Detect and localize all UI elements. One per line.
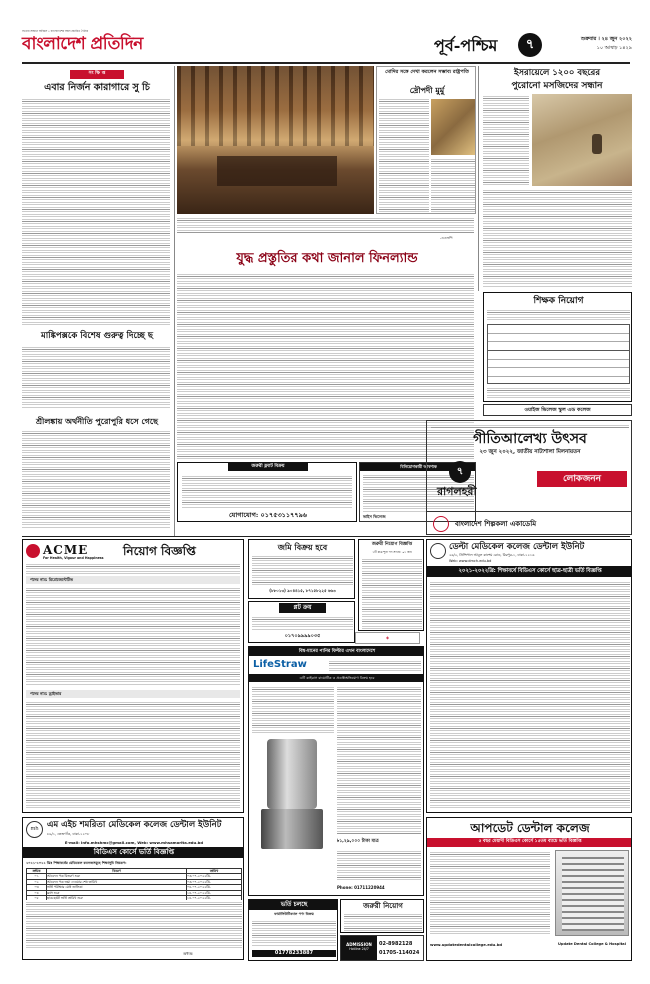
col-divider-1	[174, 66, 175, 536]
land-text	[252, 554, 353, 586]
hotline-sub: Hotline 24/7	[349, 947, 369, 952]
cell: ভর্তি পরীক্ষার মেধা তালিকা	[47, 885, 187, 890]
delta-logo-icon	[430, 543, 446, 559]
mh-notes	[26, 900, 242, 948]
teacher-intro	[487, 308, 630, 322]
admission-title-bar	[249, 900, 338, 910]
update-body	[430, 850, 550, 936]
mh-address: ৮৯/১, তেজগাঁও, ঢাকা-১২০৮	[47, 832, 90, 836]
flat-sale-title-bar	[228, 463, 308, 471]
mh-logo-icon: mh	[26, 821, 43, 838]
hotline-box[interactable]	[340, 935, 424, 961]
mh-name: এম এইচ শমরিতা মেডিকেল কলেজ ডেন্টাল ইউনিট	[47, 820, 222, 830]
wise-village-bar[interactable]	[483, 404, 632, 416]
page-number: ৭	[525, 37, 535, 53]
flat-sale-ad[interactable]	[177, 462, 357, 522]
shilpakala-logo-icon	[433, 516, 449, 532]
gov-sub: ১টি মাত্র শূন্য পদ সংখ্যা: ০১ জন	[372, 550, 412, 554]
section-name: পূর্ব-পশ্চিম	[434, 36, 498, 55]
cell: ০৩.০৭.২০২২খ্রি.	[187, 874, 242, 879]
land-sale-ad[interactable]	[248, 539, 355, 599]
lifestraw-sub: এটি কাইরাস বায়োটিক ও প্রডাক্টঅভিযোগ বিক্রয় হবে	[299, 676, 375, 680]
brief-1-headline[interactable]: এবার নির্জন কারাগারে সু চি	[44, 82, 150, 93]
raglohori-brand: রাগলহরী	[437, 485, 477, 498]
cell: ১৪.০৭.২০২২খ্রি.	[187, 896, 242, 901]
parliament-photo[interactable]	[177, 66, 374, 214]
flat-sale-phone[interactable]: যোগাযোগ: ০১৭৫৩১১৭৭৯৬	[228, 511, 308, 519]
plot-title-bar	[279, 603, 326, 613]
cell: আবেদন পত্র জমা দেওয়ার শেষ তারিখ	[47, 879, 187, 884]
mh-th-desc: বিবরণ	[47, 869, 187, 874]
date-line-1: শুক্রবার । ২৪ জুন ২০২২	[580, 36, 632, 42]
hotline-label: ADMISSION	[346, 942, 372, 947]
shilpakala-bar	[427, 511, 632, 535]
lifestraw-ad[interactable]	[248, 646, 424, 896]
admission-sub: ফার্মাসিউটিক্যাল পণ্য বিক্রয়	[274, 912, 314, 916]
acme-tagline: For Health, Vigour and Happiness	[43, 556, 104, 560]
water-filter-image	[257, 739, 327, 859]
building-windows	[562, 857, 624, 931]
masthead	[22, 30, 632, 64]
cell: ০৩	[27, 885, 47, 890]
plot-text	[252, 615, 353, 631]
investor-brand: ভাইস ভিলেজ	[363, 514, 386, 519]
mh-title-bar	[23, 847, 244, 858]
lokojon-brand: লোকজনন	[562, 473, 602, 484]
mh-sign: অধ্যক্ষ	[183, 951, 193, 956]
acme-pos1-bar	[26, 576, 240, 584]
photo-caption	[177, 216, 474, 234]
briefs-column	[22, 66, 172, 534]
flat-sale-title: জরুরী ফ্ল্যাট বিক্রয়	[251, 463, 285, 469]
cell: ১৪.০৭.২০২২খ্রি.	[187, 890, 242, 895]
briefs-kicker	[70, 70, 124, 79]
mh-session: ২০২১-২০২২ খ্রিঃ শিক্ষাবর্ষের মেডিকেল কলেজসমূহে শিক্ষাসূচি নিম্নরূপ:	[26, 861, 127, 865]
gitilekho-title: গীতিআলেখ্য উৎসব	[473, 431, 587, 447]
acme-intro	[26, 562, 240, 574]
acme-pos2-body	[26, 700, 240, 808]
masthead-rule	[22, 62, 630, 64]
update-dental-title: আপডেট ডেন্টাল কলেজ	[470, 821, 590, 835]
delta-name: ডেল্টা মেডিকেল কলেজ ডেন্টাল ইউনিট	[449, 542, 585, 552]
delta-title: ২০২১-২০২২খ্রি: শিক্ষাবর্ষে বিডিএস কোর্সে ছাত্র-ছাত্রী ভর্তি বিজ্ঞপ্তি	[458, 568, 602, 574]
gov-body	[362, 557, 422, 629]
mh-title: বিডিএস কোর্সে ভর্তি বিজ্ঞপ্তি	[93, 848, 175, 856]
acme-logo-icon	[26, 544, 40, 558]
advertiser-logo-strip: ◈	[355, 632, 420, 644]
israel-body-2	[483, 188, 632, 288]
hotline-label-bar	[341, 936, 377, 961]
lifestraw-top-right	[329, 659, 421, 671]
mh-schedule-table	[26, 868, 242, 902]
mh-th-date: তারিখ	[187, 869, 242, 874]
lifestraw-specs-right	[337, 685, 421, 835]
cell: আবেদন পত্র বিতরণ শুরু	[47, 874, 187, 879]
hotline-number-1[interactable]: 02-8982128	[379, 941, 413, 947]
admission-text	[252, 919, 336, 947]
lifestraw-phone[interactable]: Phone: 01711220944	[337, 885, 385, 890]
modi-text-2	[431, 157, 475, 212]
acme-pos1-body	[26, 586, 240, 686]
col-divider-2	[478, 66, 479, 291]
modi-photo[interactable]	[376, 66, 476, 214]
acme-recruitment-ad[interactable]	[22, 539, 244, 813]
gitilekho-date: ২৩ জুন ২০২২, জাতীয় নাট্যশালা মিলনায়তন	[479, 449, 581, 455]
date-line-2: ১০ আষাঢ় ১৪২৯	[596, 45, 632, 51]
lifestraw-sub-bar	[249, 674, 424, 682]
acme-brand: ACME	[43, 543, 89, 557]
filter-base	[261, 809, 323, 849]
logo-tagline: সত্যের সন্ধানে অবিচল • বাংলাদেশের বহুল প্রচারিত দৈনিক	[22, 29, 89, 33]
filter-tank	[267, 739, 317, 809]
lifestraw-banner: বিশ্ব-মানের পানির ফিল্টার এখন বাংলাদেশে	[249, 647, 424, 656]
brief-2-body	[22, 345, 170, 409]
mh-th-serial: ক্রমিক	[27, 869, 47, 874]
update-building-image	[555, 850, 629, 936]
delta-address: ২৬/২, প্রিন্সিপাল আবুল কাশেম রোড, মিরপুর-১, ঢাকা-১২১৬	[449, 553, 535, 557]
update-banner: ৫ বছর মেয়াদী বিডিএস কোর্সে ১৫তম ব্যাচে ভর্তি বিজ্ঞপ্তি	[478, 839, 582, 845]
teacher-table	[487, 324, 630, 384]
plot-title: প্লট ক্রয়	[293, 603, 312, 611]
acme-pos2-bar	[26, 690, 240, 698]
modi-caption-1: মোদির সঙ্গে দেখা করলেন সম্ভাব্য রাষ্ট্রপতি	[385, 69, 469, 75]
gitilekho-top-text	[431, 423, 629, 429]
plot-phone[interactable]: ০১৭০৯৯৯৯০৩৫	[284, 633, 321, 639]
acme-title: নিয়োগ বিজ্ঞপ্তি	[123, 544, 196, 558]
update-banner-bar	[427, 838, 632, 847]
urgent-recruit-text	[344, 912, 422, 931]
brief-3-body	[22, 429, 170, 529]
gov-title: জরুরী নিয়োগ বিজ্ঞপ্তি	[371, 542, 413, 547]
delta-dental-ad[interactable]	[426, 539, 632, 813]
brief-1-body	[22, 97, 170, 325]
modi-image	[431, 99, 475, 155]
lokojon-brand-box	[537, 471, 627, 487]
investor-title: বিনিয়োগকারী আবশ্যক	[400, 464, 437, 470]
israel-headline-small[interactable]: ইসরায়েলে ১২০০ বছরের	[513, 68, 600, 78]
briefs-kicker-text: সং ক্ষি প্ত	[88, 71, 106, 77]
finland-headline[interactable]: যুদ্ধ প্রস্তুতির কথা জানাল ফিনল্যান্ড	[236, 251, 418, 266]
urgent-recruit-title: জরুরী নিয়োগ	[363, 901, 403, 910]
acme-pos2: পদের নাম: ড্রাইভার	[30, 691, 62, 697]
admission-title: ভর্তি চলছে	[280, 901, 308, 908]
teacher-note	[487, 386, 630, 400]
acme-pos1: পদের নাম: রিপ্রেজেন্টেটিভ	[30, 577, 73, 583]
cell: ছাত্র-ছাত্রী ভর্তি তারিখ শুরু	[47, 896, 187, 901]
brief-2-headline[interactable]: মাঙ্কিপক্সকে বিশেষ গুরুত্ব দিচ্ছে ছ	[40, 331, 154, 341]
delta-web[interactable]: Web: www.dmch.edu.bd	[449, 559, 492, 563]
cell: ০১	[27, 874, 47, 879]
photo-worker	[592, 134, 602, 154]
photo-byline: -এএফপি	[440, 236, 453, 240]
update-dental-main[interactable]	[426, 817, 632, 961]
page-number-badge	[518, 33, 542, 57]
ads-rule	[22, 536, 630, 537]
cell: ০৪	[27, 890, 47, 895]
update-web[interactable]: www.updatedentalcollege.edu.bd	[430, 942, 503, 947]
wise-village-text: ওয়াইজ ভিলেজ স্কুল এন্ড কলেজ	[524, 406, 591, 413]
modi-text	[379, 97, 429, 212]
shilpakala-name: বাংলাদেশ শিল্পকলা একাডেমি	[455, 519, 537, 528]
cell: ০৫	[27, 896, 47, 901]
teacher-title: শিক্ষক নিয়োগ	[533, 296, 584, 306]
admission-phone[interactable]: 01778233887	[252, 950, 336, 957]
lifestraw-brand: LifeStraw	[253, 659, 307, 670]
photo-stage	[217, 156, 337, 186]
update-logo: Update Dental College & Hospital	[558, 942, 626, 946]
israel-headline-big[interactable]: পুরোনো মসজিদের সন্ধান	[511, 81, 603, 91]
cell: ০৩.০৭.২০২২খ্রি.	[187, 879, 242, 884]
hotline-number-2[interactable]: 01705-114024	[379, 950, 420, 956]
delta-body	[430, 580, 630, 810]
israel-body-1	[483, 94, 529, 186]
urgent-recruit-box[interactable]	[340, 899, 424, 933]
photo-pillars	[177, 66, 374, 146]
brief-3-headline[interactable]: শ্রীলঙ্কায় অর্থনীতি পুরোপুরি ধসে গেছে	[36, 416, 158, 426]
land-title: জমি বিক্রয় হবে	[277, 542, 328, 552]
plot-buy-ad[interactable]	[248, 601, 355, 643]
logo[interactable]: বাংলাদেশ প্রতিদিন	[22, 34, 143, 54]
teacher-recruitment-ad[interactable]	[483, 292, 632, 402]
mh-email[interactable]: E-mail: info.mhshmc@gmail.com, Web: www.mhsamorita.edu.bd	[64, 840, 204, 845]
land-phone[interactable]: (৮৮০১৩) ৯০৪৪১৫, ৮৭১৫৮২২৫ ৬৬৩	[269, 588, 336, 593]
cell: ০৪.০৭.২০২২খ্রি.	[187, 885, 242, 890]
lifestraw-specs-left	[252, 685, 334, 735]
pharma-admission-ad[interactable]	[248, 899, 338, 961]
cell: ক্লাস শুরু	[47, 890, 187, 895]
mh-samorita-ad[interactable]	[22, 817, 244, 960]
raglohori-logo-icon: ৭	[449, 461, 471, 483]
lifestraw-contact	[337, 849, 421, 881]
cell: ০২	[27, 879, 47, 884]
lifestraw-price: ৳১,২৯,০০০ টাকা মাত্র	[337, 839, 379, 844]
mosque-excavation-photo[interactable]	[532, 94, 632, 186]
delta-title-bar	[427, 566, 632, 577]
flat-sale-text	[182, 474, 352, 508]
gitilekho-festival-ad[interactable]	[426, 420, 632, 535]
gov-recruitment-box[interactable]	[358, 539, 424, 631]
modi-caption-2: দ্রৌপদী মুর্মু	[409, 85, 445, 95]
